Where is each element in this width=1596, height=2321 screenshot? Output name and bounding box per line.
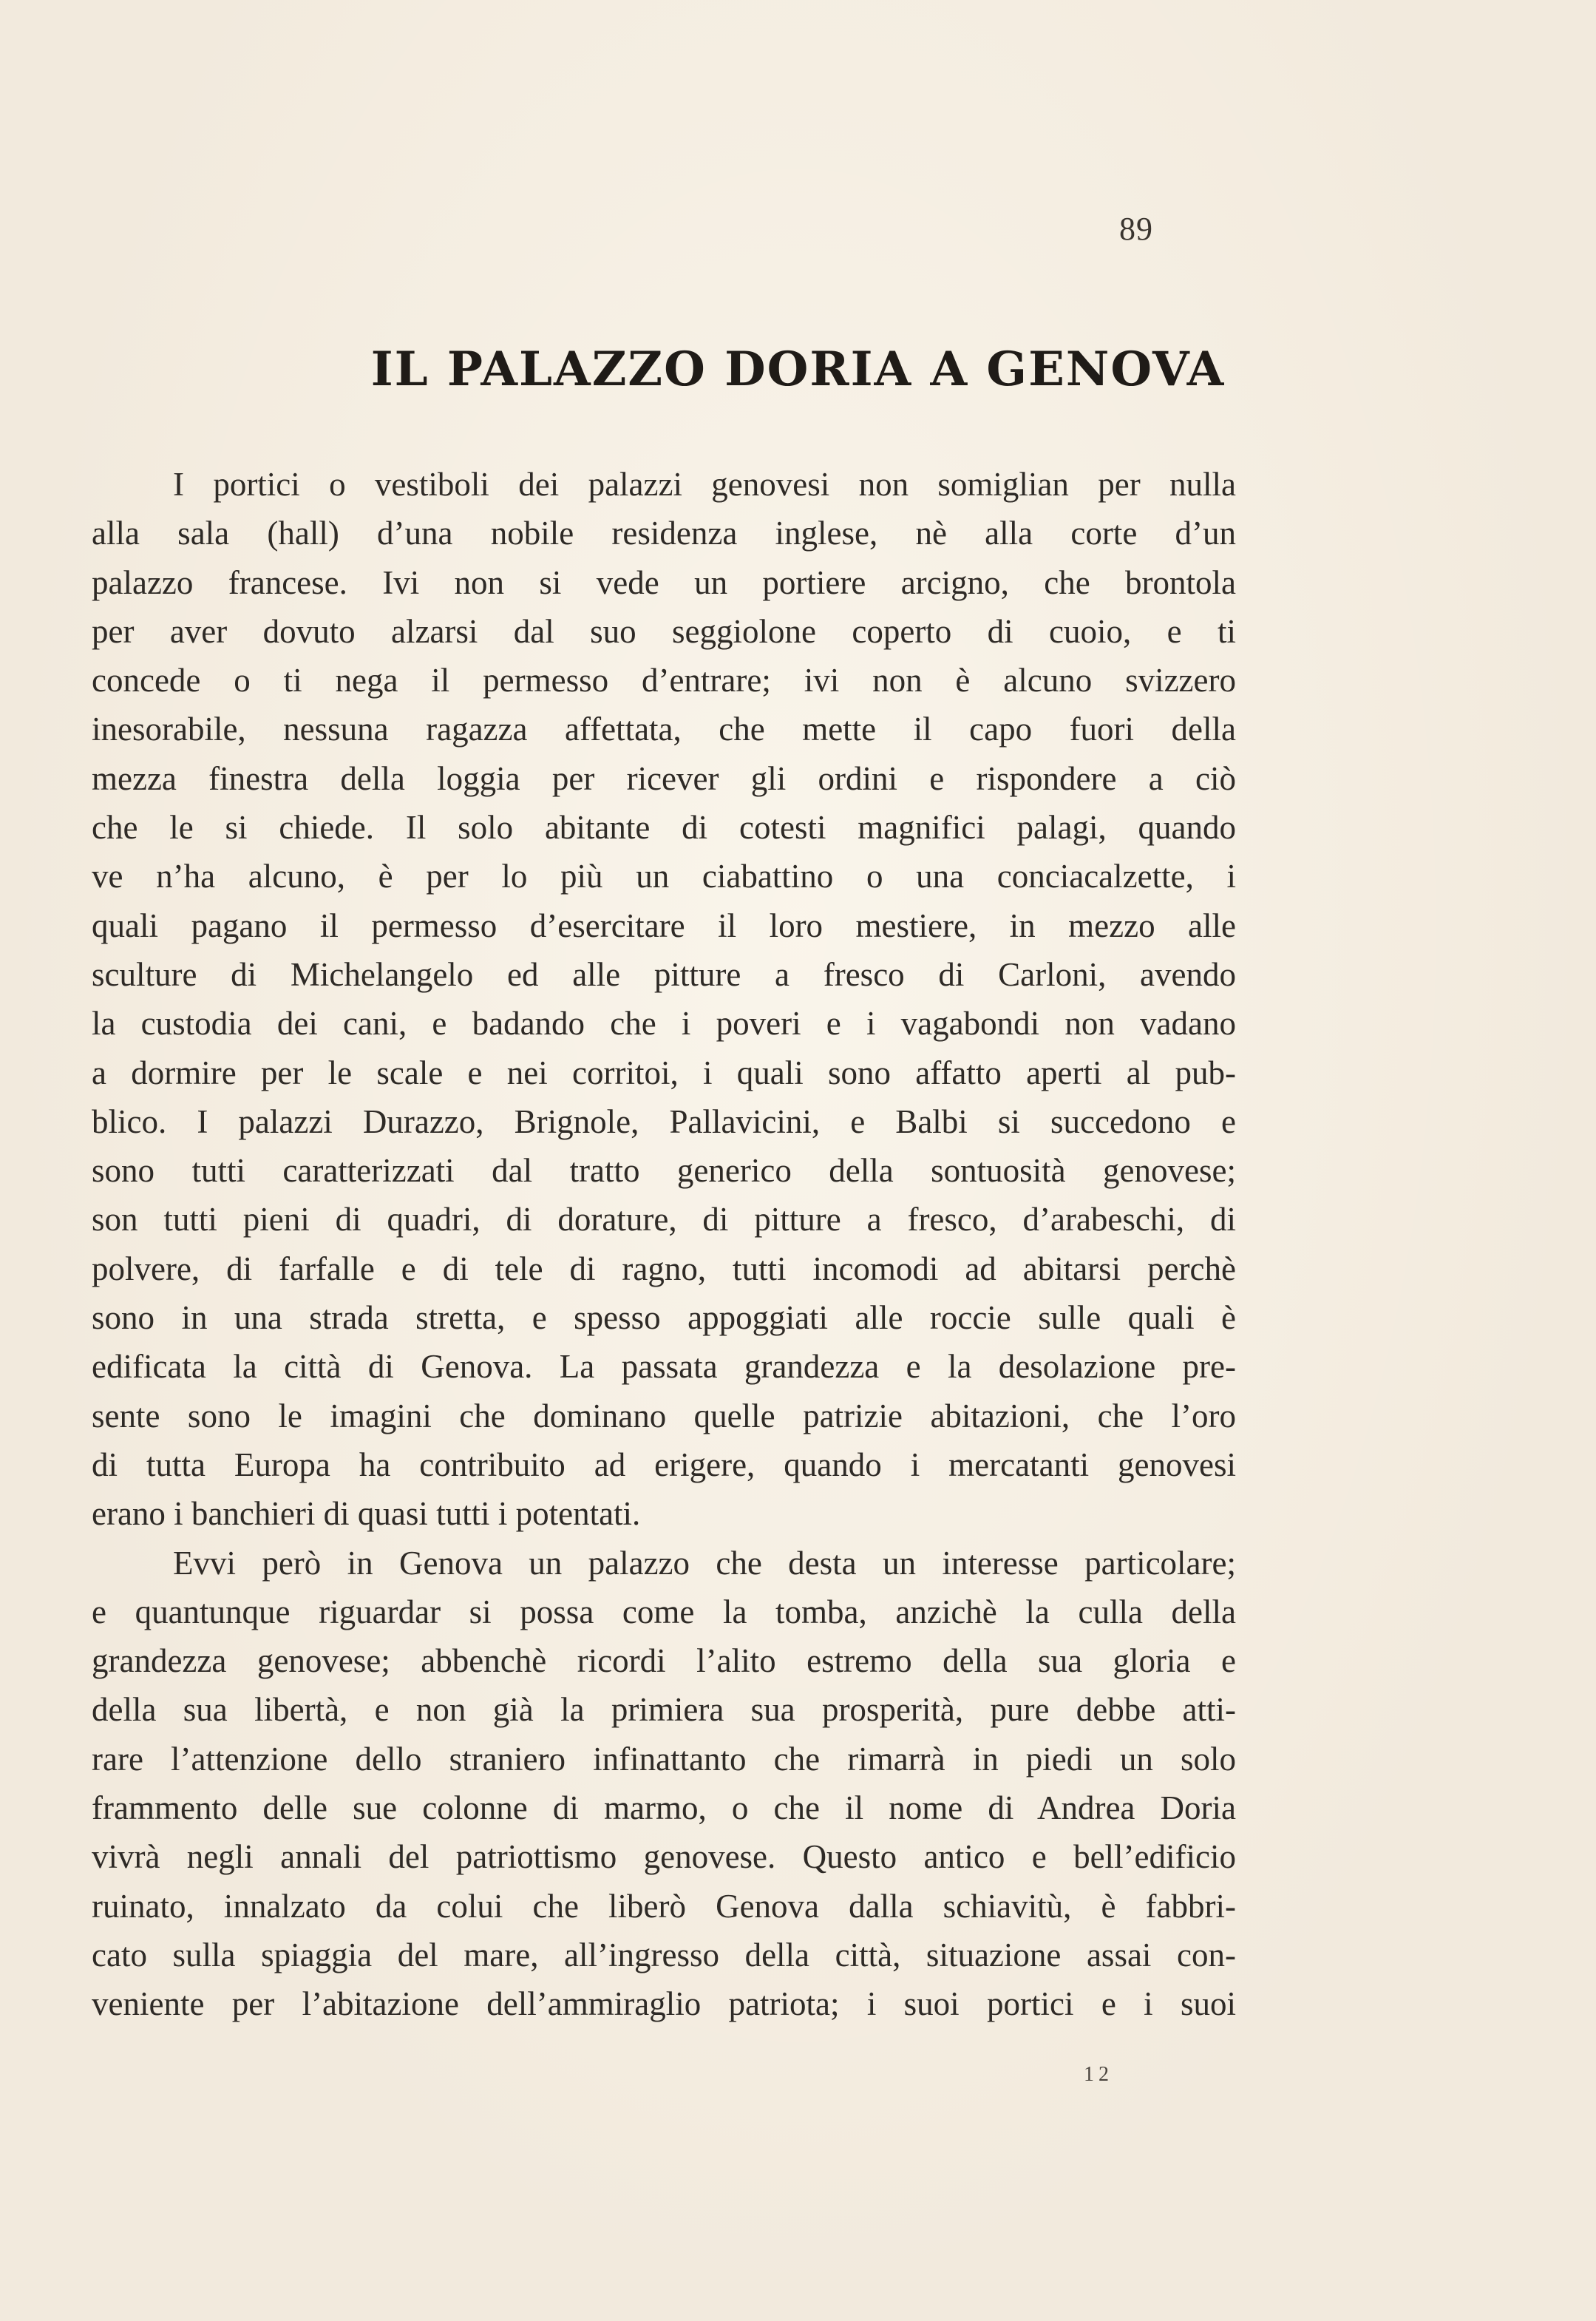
page-number: 89 — [1119, 211, 1153, 247]
text-line: a dormire per le scale e nei corritoi, i quali sono affatto aperti al pub- — [92, 1054, 1236, 1091]
text-line: quali pagano il permesso d’esercitare il loro mestiere, in mezzo alle — [92, 907, 1236, 944]
chapter-title: IL PALAZZO DORIA A GENOVA — [370, 342, 1226, 397]
text-line: veniente per l’abitazione dell’ammiraglio patriota; i suoi portici e i suoi — [92, 1985, 1236, 2023]
text-line: sono in una strada stretta, e spesso appoggiati alle roccie sulle quali è — [92, 1299, 1236, 1337]
text-line: palazzo francese. Ivi non si vede un portiere arcigno, che brontola — [92, 563, 1236, 601]
text-line: sculture di Michelangelo ed alle pitture a fresco di Carloni, avendo — [92, 955, 1236, 993]
text-line: sono tutti caratterizzati dal tratto generico della sontuosità genovese; — [92, 1152, 1236, 1190]
text-line: di tutta Europa ha contribuito ad erigere, quando i mercatanti genovesi — [92, 1446, 1236, 1483]
text-line: concede o ti nega il permesso d’entrare; ivi non è alcuno svizzero — [92, 662, 1236, 699]
text-line: polvere, di farfalle e di tele di ragno, tutti incomodi ad abitarsi perchè — [92, 1250, 1236, 1287]
text-line: inesorabile, nessuna ragazza affettata, che mette il capo fuori della — [92, 711, 1236, 748]
text-line: alla sala (hall) d’una nobile residenza inglese, nè alla corte d’un — [92, 515, 1236, 552]
text-line: ve n’ha alcuno, è per lo più un ciabattino o una conciacalzette, i — [92, 858, 1236, 895]
text-line: per aver dovuto alzarsi dal suo seggiolone coperto di cuoio, e ti — [92, 612, 1236, 650]
signature-mark: 12 — [1084, 2063, 1113, 2086]
body-text — [92, 460, 1236, 2029]
text-line: ruinato, innalzato da colui che liberò Genova dalla schiavitù, è fabbri- — [92, 1887, 1236, 1925]
text-line: blico. I palazzi Durazzo, Brignole, Pallavicini, e Balbi si succedono e — [92, 1102, 1236, 1140]
text-line: edificata la città di Genova. La passata grandezza e la desolazione pre- — [92, 1348, 1236, 1386]
text-line: Evvi però in Genova un palazzo che desta un interesse particolare; — [173, 1544, 1236, 1582]
text-line: frammento delle sue colonne di marmo, o che il nome di Andrea Doria — [92, 1789, 1236, 1827]
text-line: della sua libertà, e non già la primiera sua prosperità, pure debbe atti- — [92, 1691, 1236, 1729]
text-line: e quantunque riguardar si possa come la tomba, anzichè la culla della — [92, 1593, 1236, 1630]
text-line: son tutti pieni di quadri, di dorature, di pitture a fresco, d’arabeschi, di — [92, 1201, 1236, 1239]
text-line: rare l’attenzione dello straniero infinattanto che rimarrà in piedi un solo — [92, 1740, 1236, 1778]
text-line: grandezza genovese; abbenchè ricordi l’alito estremo della sua gloria e — [92, 1642, 1236, 1680]
text-line: che le si chiede. Il solo abitante di cotesti magnifici palagi, quando — [92, 809, 1236, 847]
text-line: I portici o vestiboli dei palazzi genovesi non somiglian per nulla — [173, 466, 1236, 503]
text-line: vivrà negli annali del patriottismo genovese. Questo antico e bell’edificio — [92, 1838, 1236, 1876]
text-line: la custodia dei cani, e badando che i poveri e i vagabondi non vadano — [92, 1005, 1236, 1043]
text-line: erano i banchieri di quasi tutti i potentati. — [92, 1495, 641, 1533]
text-line: mezza finestra della loggia per ricever gli ordini e rispondere a ciò — [92, 759, 1236, 797]
text-line: sente sono le imagini che dominano quelle patrizie abitazioni, che l’oro — [92, 1397, 1236, 1434]
text-line: cato sulla spiaggia del mare, all’ingresso della città, situazione assai con- — [92, 1936, 1236, 1973]
